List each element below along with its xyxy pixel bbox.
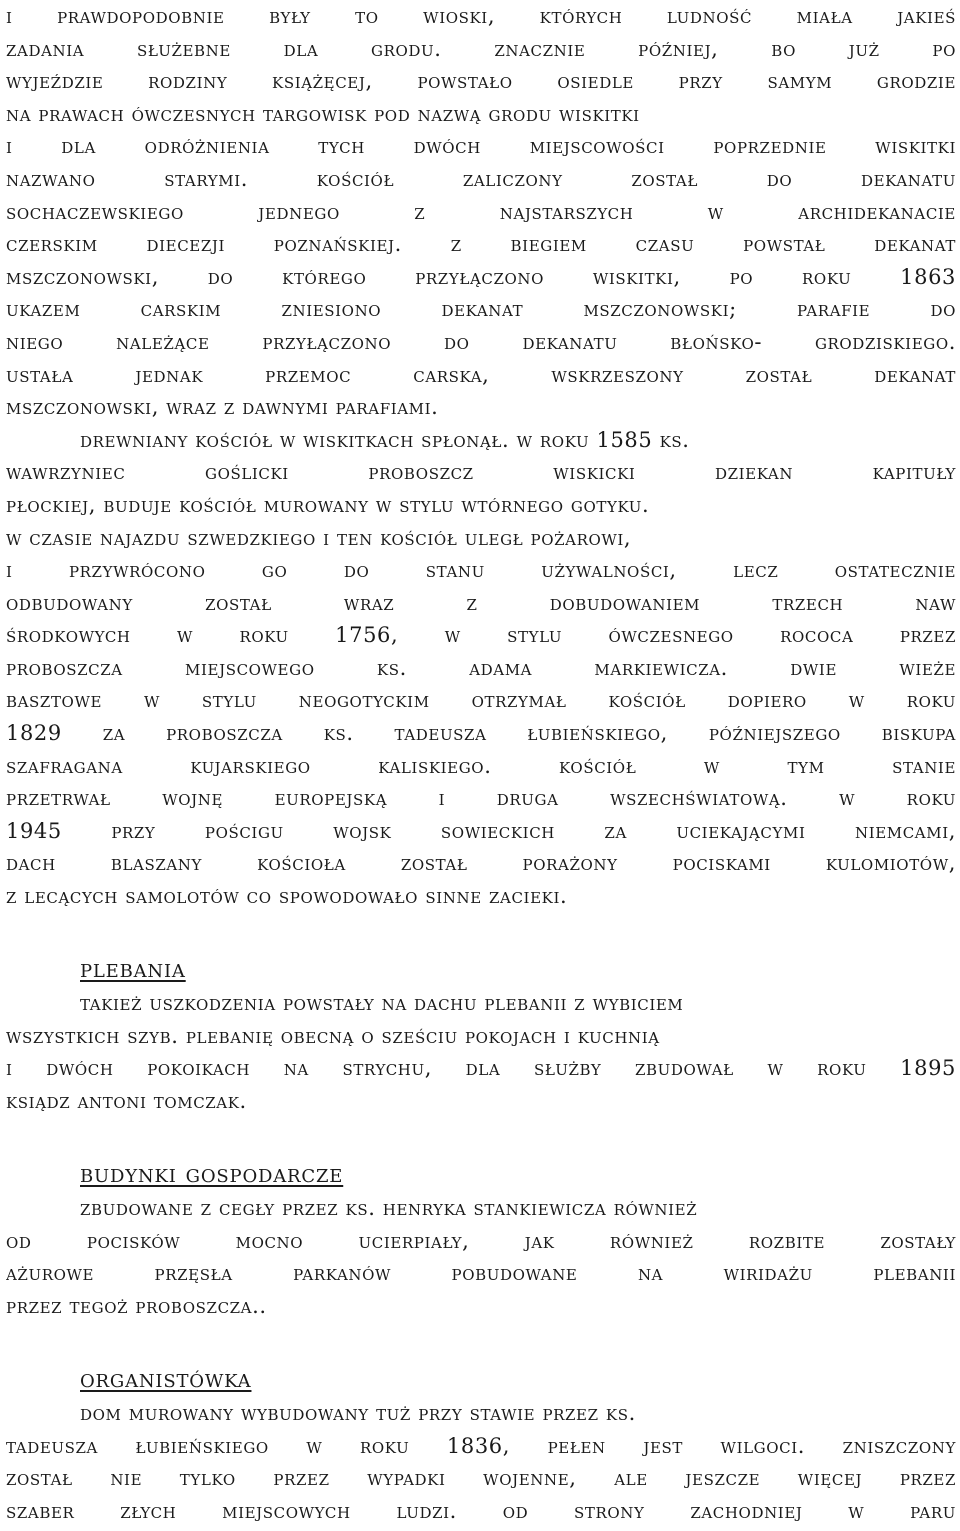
text-line: mszczonowski, do którego przyłączono wiskitki, po roku 1863 (6, 264, 956, 289)
section-spacer (6, 913, 956, 946)
text-line: odbudowany został wraz z dobudowaniem trzech naw (6, 590, 956, 615)
text-line: szafragana kujarskiego kaliskiego. kościół w tym stanie (6, 753, 956, 778)
text-line: zadania służebne dla grodu. znacznie później, bo już po (6, 36, 956, 61)
text-line: 1945 przy pościgu wojsk sowieckich za uciekającymi niemcami, (6, 818, 956, 843)
text-line: i dla odróżnienia tych dwóch miejscowości poprzednie wiskitki (6, 134, 956, 159)
document-page (6, 0, 956, 1528)
text-line: wszystkich szyb. plebanię obecną o sześciu pokojach i kuchnią (6, 1023, 660, 1048)
church-history-paragraph (6, 424, 956, 913)
text-line: i przywrócono go do stanu używalności, lecz ostatecznie (6, 558, 956, 583)
text-line: ażurowe przęsła parkanów pobudowane na wiridażu plebanii (6, 1261, 956, 1286)
text-line: przez tegoż proboszcza.. (6, 1293, 267, 1318)
section-plebania (6, 945, 956, 1117)
text-line: na prawach ówczesnych targowisk pod nazwą grodu wiskitki (6, 101, 640, 126)
text-line: niego należące przyłączono do dekanatu błońsko- grodziskiego. (6, 329, 956, 354)
text-line: od pocisków mocno ucierpiały, jak również rozbite zostały (6, 1228, 956, 1253)
text-line: proboszcza miejscowego ks. adama markiewicza. dwie wieże (6, 655, 956, 680)
section-organistowka (6, 1355, 956, 1527)
text-line: i dwóch pokoikach na strychu, dla służby zbudował w roku 1895 (6, 1056, 956, 1081)
text-line: szaber złych miejscowych ludzi. od strony zachodniej w paru (6, 1498, 956, 1523)
text-line: dach blaszany kościoła został porażony pociskami kulomiotów, (6, 851, 956, 876)
text-line: dom murowany wybudowany tuż przy stawie przez ks. (80, 1401, 636, 1426)
section-heading: budynki gospodarcze (80, 1159, 344, 1190)
section-heading: organistówka (80, 1364, 252, 1395)
text-line: wyjeździe rodziny książęcej, powstało osiedle przy samym grodzie (6, 69, 956, 94)
text-line: ksiądz antoni tomczak. (6, 1089, 247, 1113)
text-line: basztowe w stylu neogotyckim otrzymał kościół dopiero w roku (6, 688, 956, 713)
text-line: nazwano starymi. kościół zaliczony został do dekanatu (6, 166, 956, 191)
text-line: i prawdopodobnie były to wioski, których ludność miała jakieś (6, 4, 956, 28)
section-budynki-gospodarcze (6, 1150, 956, 1322)
intro-paragraph (6, 0, 956, 424)
text-line: mszczonowski, wraz z dawnymi parafiami. (6, 395, 439, 420)
text-line: w czasie najazdu szwedzkiego i ten kościół uległ pożarowi, (6, 525, 632, 550)
text-line: zbudowane z cegły przez ks. henryka stankiewicza również (80, 1196, 698, 1221)
text-line: z lecących samolotów co spowodowało sinne zacieki. (6, 884, 568, 909)
text-line: przetrwał wojnę europejską i druga wszechświatową. w roku (6, 786, 956, 811)
section-spacer (6, 1323, 956, 1356)
text-line: drewniany kościół w wiskitkach spłonął. w roku 1585 ks. (80, 427, 690, 452)
text-line: środkowych w roku 1756, w stylu ówczesnego rococa przez (6, 623, 956, 648)
text-line: został nie tylko przez wypadki wojenne, ale jeszcze więcej przez (6, 1466, 956, 1491)
text-line: ukazem carskim zniesiono dekanat mszczonowski; parafie do (6, 297, 956, 322)
text-line: sochaczewskiego jednego z najstarszych w archidekanacie (6, 199, 956, 224)
section-heading: plebania (80, 954, 186, 985)
section-spacer (6, 1118, 956, 1151)
text-line: płockiej, buduje kościół murowany w stylu wtórnego gotyku. (6, 492, 650, 517)
text-line: wawrzyniec goślicki proboszcz wiskicki dziekan kapituły (6, 460, 956, 485)
text-line: ustała jednak przemoc carska, wskrzeszony został dekanat (6, 362, 956, 387)
text-line: tadeusza łubieńskiego w roku 1836, pełen jest wilgoci. zniszczony (6, 1433, 956, 1458)
text-line: czerskim diecezji poznańskiej. z biegiem czasu powstał dekanat (6, 232, 956, 257)
text-line: takież uszkodzenia powstały na dachu plebanii z wybiciem (80, 991, 684, 1016)
text-line: 1829 za proboszcza ks. tadeusza łubieńskiego, późniejszego biskupa (6, 721, 956, 746)
